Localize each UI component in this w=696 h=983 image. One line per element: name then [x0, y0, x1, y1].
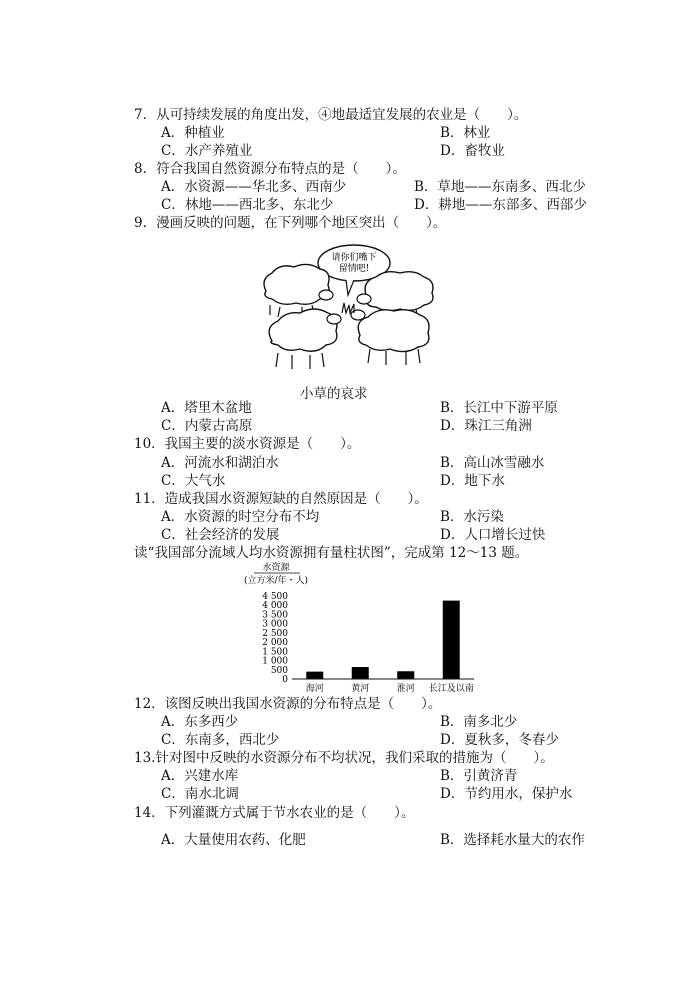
q7-option-a: A．种植业: [161, 125, 225, 141]
cartoon-caption: 小草的哀求: [300, 386, 368, 402]
water-resource-bar-chart: [236, 562, 476, 698]
y-tick-label: 2 000: [262, 638, 288, 649]
x-category-label: 长江及以南: [428, 684, 474, 694]
q10-option-a: A．河流水和湖泊水: [161, 455, 279, 471]
x-category-label: 黄河: [351, 684, 370, 694]
y-tick-label: 3 000: [262, 619, 288, 630]
y-tick-label: 500: [270, 665, 288, 676]
q7-stem: 7．从可持续发展的角度出发，④地最适宜发展的农业是（ ）。: [134, 107, 528, 123]
q13-option-d: D．节约用水，保护水: [440, 786, 573, 802]
q8-option-a: A．水资源——华北多、西南少: [161, 179, 347, 195]
y-tick-label: 1 500: [262, 647, 288, 658]
y-tick-label: 3 500: [262, 610, 288, 621]
q13-stem: 13.针对图中反映的水资源分布不均状况，我们采取的措施为（ ）。: [134, 750, 554, 766]
chart-ylabel-line2: (立方米/年・人): [243, 576, 309, 586]
q9-stem: 9．漫画反映的问题，在下列哪个地区突出（ ）。: [134, 215, 447, 231]
cartoon-sheep-eating-grass: [258, 243, 438, 373]
q11-option-d: D．人口增长过快: [440, 527, 546, 543]
q10-stem: 10．我国主要的淡水资源是（ ）。: [134, 436, 361, 452]
q7-option-c: C．水产养殖业: [161, 143, 253, 159]
q9-option-d: D．珠江三角洲: [440, 418, 532, 434]
q12-option-c: C．东南多，西北少: [161, 732, 280, 748]
q14-stem: 14．下列灌溉方式属于节水农业的是（ ）。: [134, 805, 415, 821]
q10-option-d: D．地下水: [440, 473, 505, 489]
chart-ylabel-line1: 水资源: [262, 563, 290, 573]
bubble-line-2: 留情吧!: [338, 264, 370, 274]
sheep-bottom-right: [351, 310, 429, 365]
y-tick-label: 1 000: [262, 656, 288, 667]
q13-option-c: C．南水北调: [161, 786, 239, 802]
y-tick-label: 2 500: [262, 628, 288, 639]
q10-option-c: C．大气水: [161, 473, 226, 489]
bar-1: [306, 672, 323, 679]
sheep-top-left: [264, 264, 333, 317]
q11-option-b: B．水污染: [440, 509, 504, 525]
q8-option-d: D．耕地——东部多、西部少: [414, 197, 587, 213]
q8-option-c: C．林地——西北多、东北少: [161, 197, 334, 213]
sheep-bottom-left: [269, 309, 341, 369]
q11-stem: 11．造成我国水资源短缺的自然原因是（ ）。: [134, 491, 428, 507]
q12-option-a: A．东多西少: [161, 714, 239, 730]
q7-option-d: D．畜牧业: [440, 143, 505, 159]
q12-stem: 12．该图反映出我国水资源的分布特点是（ ）。: [134, 696, 442, 712]
q11-option-c: C．社会经济的发展: [161, 527, 280, 543]
q10-option-b: B．高山冰雪融水: [440, 455, 545, 471]
y-tick-label: 0: [282, 675, 288, 685]
q9-option-a: A．塔里木盆地: [161, 400, 252, 416]
bar-3: [397, 671, 414, 679]
q13-option-a: A．兴建水库: [161, 768, 239, 784]
q14-option-a: A．大量使用农药、化肥: [161, 832, 306, 848]
bubble-line-1: 请你们嘴下: [331, 253, 377, 263]
q9-option-c: C．内蒙古高原: [161, 418, 253, 434]
q12-option-b: B．南多北少: [440, 714, 518, 730]
q7-option-b: B．林业: [440, 125, 491, 141]
q8-stem: 8．符合我国自然资源分布特点的是（ ）。: [134, 161, 406, 177]
x-category-label: 淮河: [396, 684, 415, 694]
q9-option-b: B．长江中下游平原: [440, 400, 558, 416]
y-tick-label: 4 000: [262, 601, 288, 612]
chart-intro: 读“我国部分流域人均水资源拥有量柱状图”，完成第 12～13 题。: [134, 545, 529, 561]
bar-2: [352, 667, 369, 679]
q13-option-b: B．引黄济青: [440, 768, 518, 784]
y-tick-label: 4 500: [262, 592, 288, 602]
q14-option-b: B．选择耗水量大的农作: [440, 832, 585, 848]
x-category-label: 海河: [305, 684, 324, 694]
bar-4: [443, 601, 460, 679]
q11-option-a: A．水资源的时空分布不均: [161, 509, 320, 525]
q12-option-d: D．夏秋多，冬春少: [440, 732, 559, 748]
q8-option-b: B．草地——东南多、西北少: [414, 179, 586, 195]
